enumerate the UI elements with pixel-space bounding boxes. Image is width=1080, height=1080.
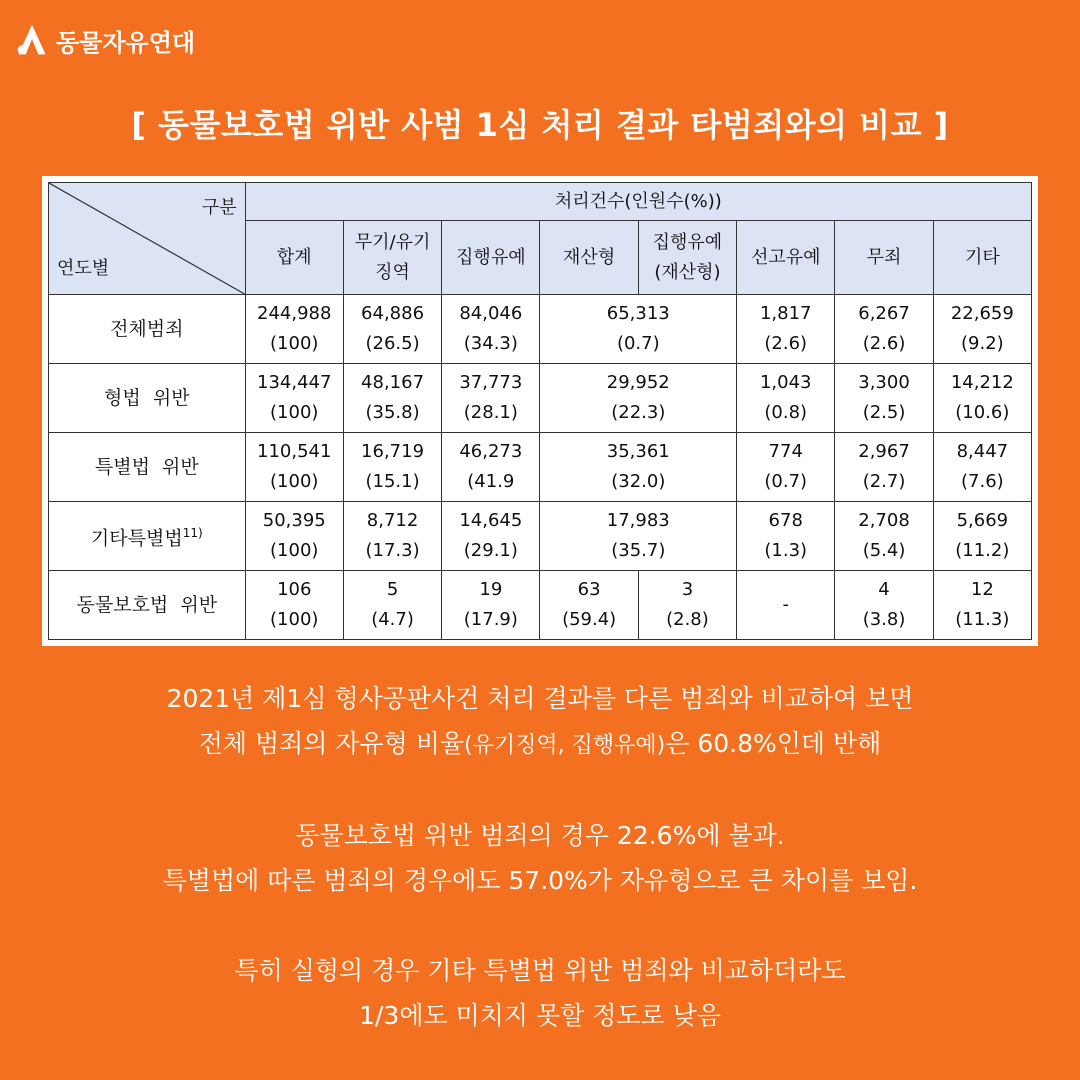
table-row — [49, 295, 1032, 364]
cell-deferred: 774 (0.7) — [737, 433, 835, 502]
corner-year-label: 연도별 — [57, 258, 110, 279]
cell-other: 22,659 (9.2) — [933, 295, 1031, 364]
animal-liberation-logo-icon — [14, 22, 50, 58]
table-row — [49, 502, 1032, 571]
cell-other: 8,447 (7.6) — [933, 433, 1031, 502]
row-label: 기타특별법$^{11)}$ — [49, 502, 246, 571]
cell-acquittal: 4 (3.8) — [835, 571, 933, 640]
cell-acquittal: 6,267 (2.6) — [835, 295, 933, 364]
cell-fine: 63 (59.4) — [540, 571, 638, 640]
cell-deferred: 1,817 (2.6) — [737, 295, 835, 364]
cell-fine-merged: 29,952 (22.3) — [540, 364, 737, 433]
row-label: 형법 위반 — [49, 364, 246, 433]
paragraph-line: 2021년 제1심 형사공판사건 처리 결과를 다른 범죄와 비교하여 보면 — [166, 684, 914, 713]
cell-suspended: 37,773 (28.1) — [442, 364, 540, 433]
cell-fine-suspended: 3 (2.8) — [638, 571, 736, 640]
footnote-marker: 11) — [182, 526, 203, 541]
cell-total: 106 (100) — [245, 571, 343, 640]
row-label: 동물보호법 위반 — [49, 571, 246, 640]
brand — [14, 22, 195, 58]
comparison-table-panel — [42, 176, 1038, 646]
cell-fine-merged: 17,983 (35.7) — [540, 502, 737, 571]
cell-fine-merged: 65,313 (0.7) — [540, 295, 737, 364]
col-header-deferred: 선고유예 — [737, 221, 835, 295]
paragraph-line: 1/3에도 미치지 못할 정도로 낮음 — [359, 1001, 721, 1030]
brand-name: 동물자유연대 — [56, 28, 196, 57]
col-header-suspended: 집행유예 — [442, 221, 540, 295]
cell-other: 12 (11.3) — [933, 571, 1031, 640]
cell-prison: 8,712 (17.3) — [343, 502, 441, 571]
cell-total: 50,395 (100) — [245, 502, 343, 571]
group-header: 처리건수(인원수(%)) — [245, 183, 1031, 221]
col-header-fine-suspended: 집행유예 (재산형) — [638, 221, 736, 295]
col-header-total: 합계 — [245, 221, 343, 295]
cell-deferred: - — [737, 571, 835, 640]
table-row-animal-protection — [49, 571, 1032, 640]
cell-other: 14,212 (10.6) — [933, 364, 1031, 433]
table-row — [49, 364, 1032, 433]
cell-prison: 48,167 (35.8) — [343, 364, 441, 433]
corner-category-label: 구분 — [201, 197, 237, 218]
cell-prison: 5 (4.7) — [343, 571, 441, 640]
row-label: 전체범죄 — [49, 295, 246, 364]
cell-total: 134,447 (100) — [245, 364, 343, 433]
cell-prison: 16,719 (15.1) — [343, 433, 441, 502]
cell-suspended: 19 (17.9) — [442, 571, 540, 640]
col-header-acquittal: 무죄 — [835, 221, 933, 295]
col-header-prison: 무기/유기 징역 — [343, 221, 441, 295]
cell-prison: 64,886 (26.5) — [343, 295, 441, 364]
table-row — [49, 433, 1032, 502]
paragraph-line: 동물보호법 위반 범죄의 경우 22.6%에 불과. — [295, 821, 785, 850]
cell-acquittal: 3,300 (2.5) — [835, 364, 933, 433]
cell-deferred: 678 (1.3) — [737, 502, 835, 571]
cell-deferred: 1,043 (0.8) — [737, 364, 835, 433]
row-label: 특별법 위반 — [49, 433, 246, 502]
cell-other: 5,669 (11.2) — [933, 502, 1031, 571]
comparison-table — [48, 182, 1032, 640]
cell-total: 110,541 (100) — [245, 433, 343, 502]
cell-acquittal: 2,967 (2.7) — [835, 433, 933, 502]
page-title: [ 동물보호법 위반 사범 1심 처리 결과 타범죄와의 비교 ] — [131, 106, 949, 144]
cell-acquittal: 2,708 (5.4) — [835, 502, 933, 571]
summary-text — [0, 676, 1080, 1038]
cell-suspended: 84,046 (34.3) — [442, 295, 540, 364]
paragraph-line: 특별법에 따른 범죄의 경우에도 57.0%가 자유형으로 큰 차이를 보임. — [162, 866, 918, 895]
cell-suspended: 46,273 (41.9 — [442, 433, 540, 502]
cell-fine-merged: 35,361 (32.0) — [540, 433, 737, 502]
cell-suspended: 14,645 (29.1) — [442, 502, 540, 571]
corner-header-cell — [49, 183, 246, 295]
col-header-fine: 재산형 — [540, 221, 638, 295]
paragraph-line: 특히 실형의 경우 기타 특별법 위반 범죄와 비교하더라도 — [234, 956, 846, 985]
paragraph-line: 전체 범죄의 자유형 비율(유기징역, 집행유예)은 60.8%인데 반해 — [198, 729, 882, 758]
cell-total: 244,988 (100) — [245, 295, 343, 364]
col-header-other: 기타 — [933, 221, 1031, 295]
